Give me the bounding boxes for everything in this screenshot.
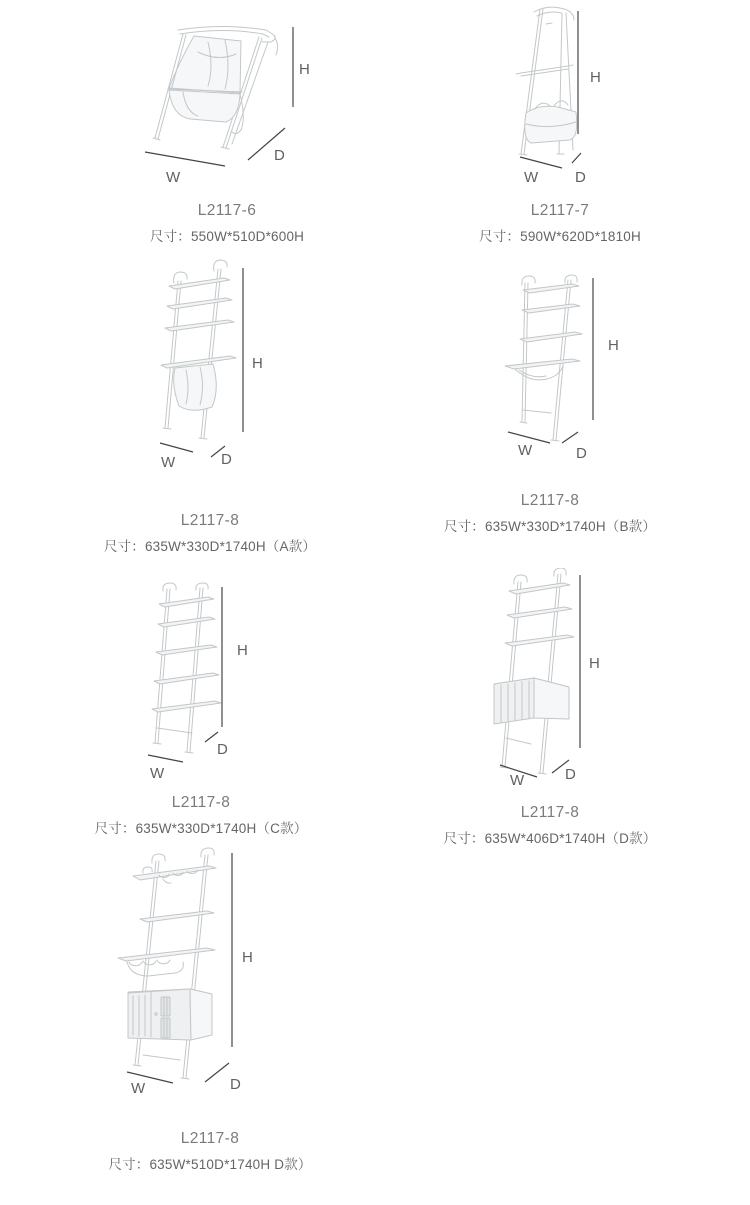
product-figure-ladder-cabinet-wide xyxy=(103,846,348,1096)
product-figure-ladder-desk-b xyxy=(502,274,662,474)
product-size: 尺寸：635W*330D*1740H（C款） xyxy=(94,821,308,836)
dimension-lines xyxy=(127,853,232,1083)
product-drawing-ladder-shelf-a xyxy=(145,256,360,471)
product-caption xyxy=(400,492,700,536)
dimension-lines xyxy=(508,278,593,443)
depth-label: D xyxy=(221,451,232,468)
product-model: L2117-8 xyxy=(180,1130,240,1147)
depth-label: D xyxy=(565,766,576,783)
height-label: H xyxy=(608,337,619,354)
product-size: 尺寸：635W*406D*1740H（D款） xyxy=(443,831,657,846)
product-drawing-ladder-cabinet-d xyxy=(488,568,663,798)
height-label: H xyxy=(590,69,601,86)
width-dimension-line xyxy=(145,152,225,166)
width-dimension-line xyxy=(520,157,562,168)
height-label: H xyxy=(237,642,248,659)
product-drawing-magazine-rack xyxy=(128,12,358,202)
product-model: L2117-8 xyxy=(171,794,231,811)
height-label: H xyxy=(589,655,600,672)
height-label: H xyxy=(242,949,253,966)
product-figure-ladder-shelf-a xyxy=(145,256,360,471)
depth-label: D xyxy=(217,741,228,758)
product-caption xyxy=(51,794,351,838)
depth-dimension-line xyxy=(562,432,578,443)
product-drawing-ladder-shelf-c xyxy=(140,582,350,787)
product-figure-coat-ladder xyxy=(488,2,658,197)
width-label: W xyxy=(131,1080,146,1096)
depth-label: D xyxy=(576,445,587,462)
width-label: W xyxy=(150,765,165,782)
product-size: 尺寸：635W*510D*1740H D款） xyxy=(108,1157,312,1172)
dimension-lines xyxy=(500,575,580,777)
furniture-sketch xyxy=(153,27,278,150)
product-model: L2117-8 xyxy=(520,492,580,509)
product-caption xyxy=(410,202,710,246)
depth-dimension-line xyxy=(572,153,581,163)
width-dimension-line xyxy=(160,443,193,452)
depth-dimension-line xyxy=(205,1063,229,1082)
product-drawing-coat-ladder xyxy=(488,2,658,197)
product-caption xyxy=(400,804,700,848)
height-label: H xyxy=(299,61,310,78)
width-label: W xyxy=(524,169,539,186)
product-drawing-ladder-cabinet-wide xyxy=(103,846,348,1096)
depth-label: D xyxy=(230,1076,241,1093)
product-model: L2117-8 xyxy=(520,804,580,821)
depth-label: D xyxy=(274,147,285,164)
depth-label: D xyxy=(575,169,586,186)
width-label: W xyxy=(510,772,525,789)
product-caption xyxy=(60,1130,360,1174)
product-size: 尺寸：635W*330D*1740H（B款） xyxy=(443,519,657,534)
furniture-sketch xyxy=(152,583,221,753)
product-drawing-ladder-desk-b xyxy=(502,274,662,474)
product-figure-ladder-shelf-c xyxy=(140,582,350,787)
product-model: L2117-7 xyxy=(530,202,590,219)
width-dimension-line xyxy=(148,755,183,762)
product-model: L2117-6 xyxy=(197,202,257,219)
furniture-sketch xyxy=(161,260,236,439)
height-label: H xyxy=(252,355,263,372)
product-size: 尺寸：635W*330D*1740H（A款） xyxy=(103,539,317,554)
furniture-sketch xyxy=(118,848,216,1079)
product-caption xyxy=(60,512,360,556)
product-model: L2117-8 xyxy=(180,512,240,529)
product-size: 尺寸：550W*510D*600H xyxy=(149,229,305,244)
product-figure-magazine-rack xyxy=(128,12,358,202)
furniture-sketch xyxy=(505,275,582,441)
furniture-sketch xyxy=(494,568,574,774)
width-label: W xyxy=(161,454,176,471)
product-size: 尺寸：590W*620D*1810H xyxy=(479,229,641,244)
width-label: W xyxy=(166,169,181,186)
width-label: W xyxy=(518,442,533,459)
product-figure-ladder-cabinet-d xyxy=(488,568,663,798)
furniture-sketch xyxy=(516,7,577,155)
product-caption xyxy=(77,202,377,246)
